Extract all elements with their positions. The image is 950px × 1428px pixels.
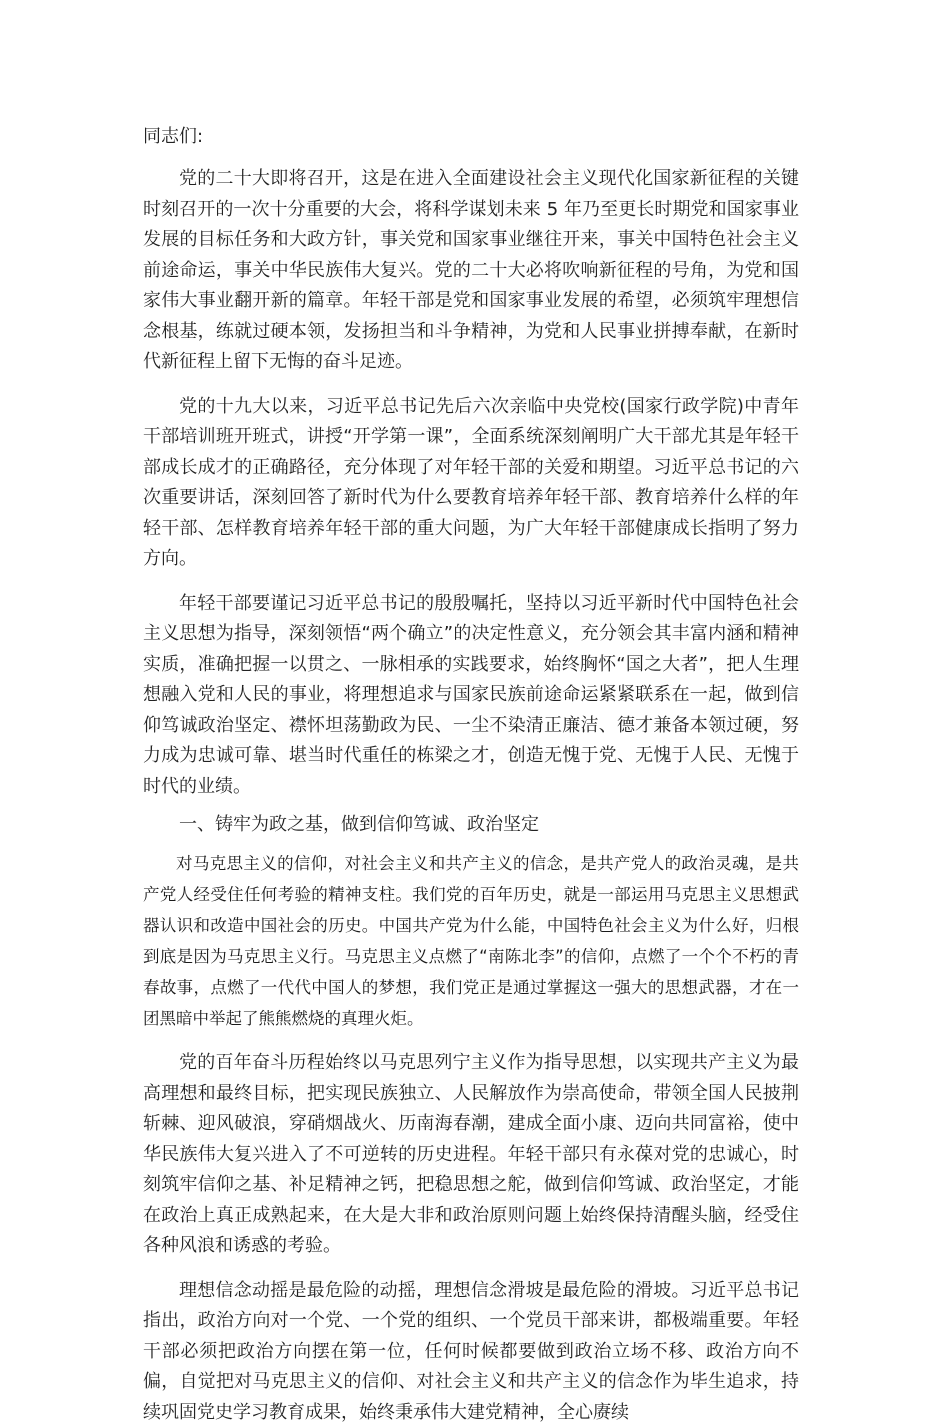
spacer [143,378,799,392]
paragraph-3: 年轻干部要谨记习近平总书记的殷殷嘱托，坚持以习近平新时代中国特色社会主义思想为指导，深刻领悟“两个确立”的决定性意义，充分领会其丰富内涵和精神实质，准确把握一以贯之、一脉相承的实践要求，始终胸怀“国之大者”，把人生理想融入党和人民的事业，将理想追求与国家民族前途命运紧紧联系在一起，做到信仰笃诚政治坚定、襟怀坦荡勤政为民、一尘不染清正廉洁、德才兼备本领过硬，努力成为忠诚可靠、堪当时代重任的栋梁之才，创造无愧于党、无愧于人民、无愧于时代的业绩。 [143,589,799,803]
spacer [143,802,799,810]
paragraph-1: 党的二十大即将召开，这是在进入全面建设社会主义现代化国家新征程的关键时刻召开的一次十分重要的大会，将科学谋划未来 5 年乃至更长时期党和国家事业发展的目标任务和大政方针，事关党和国家事业继往开来，事关中国特色社会主义前途命运，事关中华民族伟大复兴。党的二十大必将吹响新征程的号角，为党和国家伟大事业翻开新的篇章。年轻干部是党和国家事业发展的希望，必须筑牢理想信念根基，练就过硬本领，发扬担当和斗争精神，为党和人民事业拼搏奉献，在新时代新征程上留下无悔的奋斗足迹。 [143,164,799,378]
spacer [143,1262,799,1276]
spacer [143,575,799,589]
section-paragraph-2: 党的百年奋斗历程始终以马克思列宁主义作为指导思想，以实现共产主义为最高理想和最终目标，把实现民族独立、人民解放作为崇高使命，带领全国人民披荆斩棘、迎风破浪，穿硝烟战火、历南海春潮，建成全面小康、迈向共同富裕，使中华民族伟大复兴进入了不可逆转的历史进程。年轻干部只有永葆对党的忠诚心，时刻筑牢信仰之基、补足精神之钙，把稳思想之舵，做到信仰笃诚、政治坚定，才能在政治上真正成熟起来，在大是大非和政治原则问题上始终保持清醒头脑，经受住各种风浪和诱惑的考验。 [143,1048,799,1262]
section-paragraph-3: 理想信念动摇是最危险的动摇，理想信念滑坡是最危险的滑坡。习近平总书记指出，政治方向对一个党、一个党的组织、一个党员干部来讲，都极端重要。年轻干部必须把政治方向摆在第一位，任何时候都要做到政治立场不移、政治方向不偏，自觉把对马克思主义的信仰、对社会主义和共产主义的信念作为毕生追求，持续巩固党史学习教育成果，始终秉承伟大建党精神，全心赓续 [143,1276,799,1428]
spacer [143,156,799,164]
section-paragraph-1: 对马克思主义的信仰，对社会主义和共产主义的信念，是共产党人的政治灵魂，是共产党人经受住任何考验的精神支柱。我们党的百年历史，就是一部运用马克思主义思想武器认识和改造中国社会的历史。中国共产党为什么能，中国特色社会主义为什么好，归根到底是因为马克思主义行。马克思主义点燃了“南陈北李”的信仰，点燃了一个个不朽的青春故事，点燃了一代代中国人的梦想，我们党正是通过掌握这一强大的思想武器，才在一团黑暗中举起了熊熊燃烧的真理火炬。 [143,848,799,1034]
document-page [143,118,799,1428]
section-heading: 一、铸牢为政之基，做到信仰笃诚、政治坚定 [143,810,799,840]
salutation: 同志们: [143,118,799,156]
spacer [143,1034,799,1048]
spacer [143,840,799,848]
paragraph-2: 党的十九大以来，习近平总书记先后六次亲临中央党校(国家行政学院)中青年干部培训班开班式，讲授“开学第一课”，全面系统深刻阐明广大干部尤其是年轻干部成长成才的正确路径，充分体现了对年轻干部的关爱和期望。习近平总书记的六次重要讲话，深刻回答了新时代为什么要教育培养年轻干部、教育培养什么样的年轻干部、怎样教育培养年轻干部的重大问题，为广大年轻干部健康成长指明了努力方向。 [143,392,799,575]
